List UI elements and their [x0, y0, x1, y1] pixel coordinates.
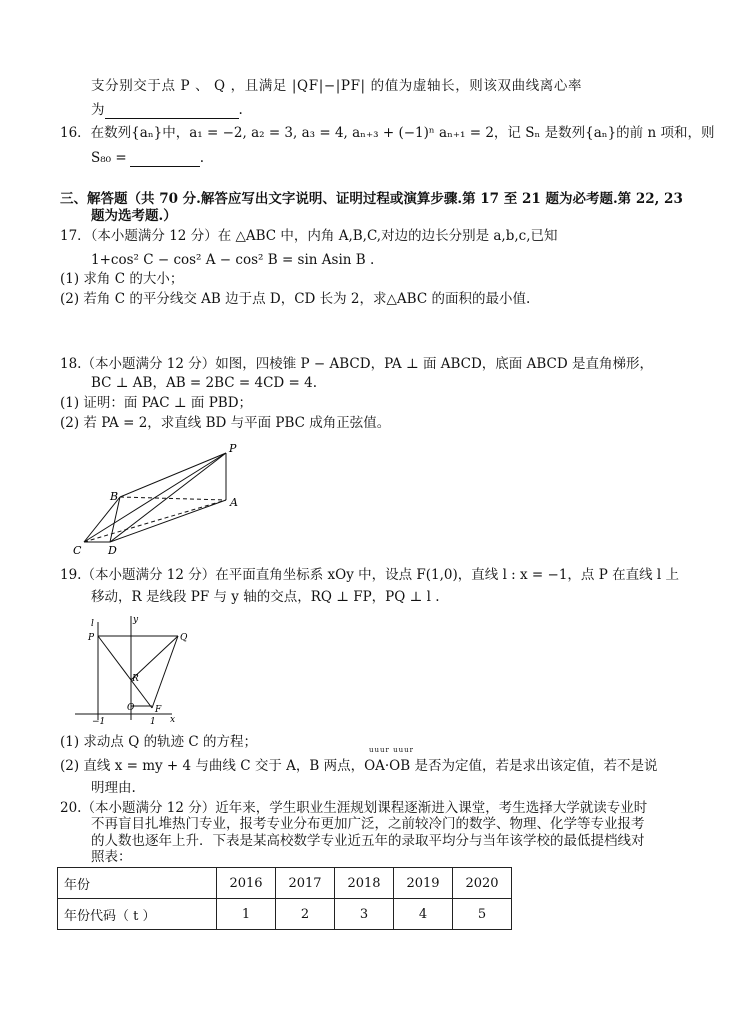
q16-prefix: S₈₀ =	[91, 150, 127, 166]
table-cell: 5	[453, 899, 512, 930]
label-F: F	[155, 705, 162, 715]
segment-FQ	[152, 636, 178, 708]
table-cell: 2020	[453, 868, 512, 899]
q19-line2: 移动，R 是线段 PF 与 y 轴的交点，RQ ⊥ FP，PQ ⊥ l .	[91, 589, 440, 605]
table-cell: 2	[276, 899, 335, 930]
label-P: P	[88, 633, 95, 643]
label-C: C	[73, 544, 82, 557]
table-row	[58, 899, 512, 930]
table-cell: 1	[217, 899, 276, 930]
score-table	[57, 867, 512, 930]
label-D: D	[108, 544, 117, 557]
label-l: l	[91, 619, 94, 629]
q20-line2: 不再盲目扎堆热门专业，报考专业分布更加广泛，之前较冷门的数学、物理、化学等专业报考	[91, 816, 645, 832]
label-B: B	[110, 490, 119, 503]
table-row	[58, 868, 512, 899]
q17-part1: (1) 求角 C 的大小；	[60, 271, 184, 287]
label-Q: Q	[180, 633, 188, 643]
label-x: x	[170, 715, 176, 725]
table-cell: 2016	[217, 868, 276, 899]
q16-suffix: .	[199, 150, 204, 166]
table-cell: 4	[394, 899, 453, 930]
q18-part2: (2) 若 PA = 2，求直线 BD 与平面 PBC 成角正弦值。	[60, 415, 391, 431]
table-cell: 3	[335, 899, 394, 930]
q20-line3: 的人数也逐年上升．下表是某高校数学专业近五年的录取平均分与当年该学校的最低提档线对	[91, 833, 645, 849]
q19-line1: 19.（本小题满分 12 分）在平面直角坐标系 xOy 中，设点 F(1,0)，直线 l : x = −1，点 P 在直线 l 上	[60, 567, 679, 583]
q19-part1: (1) 求动点 Q 的轨迹 C 的方程；	[60, 734, 257, 750]
table-cell: 2017	[276, 868, 335, 899]
q15-prefix: 为	[91, 102, 105, 118]
table-cell: 2019	[394, 868, 453, 899]
segment-PF	[98, 636, 152, 708]
label-one: 1	[150, 717, 156, 727]
label-R: R	[132, 674, 139, 684]
table-cell: 2018	[335, 868, 394, 899]
label-y: y	[133, 615, 139, 625]
q18-part1: (1) 证明：面 PAC ⊥ 面 PBD；	[60, 395, 253, 411]
q20-line4: 照表：	[91, 849, 132, 865]
table-header-year: 年份	[58, 868, 217, 899]
q18-line2: BC ⊥ AB，AB = 2BC = 4CD = 4.	[91, 375, 318, 391]
label-neg1: −1	[92, 717, 106, 727]
q15-suffix: .	[238, 102, 243, 118]
q20-line1: 20.（本小题满分 12 分）近年来，学生职业生涯规划课程逐渐进入课堂，考生选择大学就读专业时	[60, 800, 648, 816]
q15-line1: 支分别交于点 P 、 Q ，且满足 |QF|−|PF| 的值为虚轴长，则该双曲线离心率	[91, 78, 583, 94]
table-header-year-code: 年份代码（ t ）	[58, 899, 217, 930]
section3-heading-line2: 题为选考题.）	[91, 208, 177, 224]
label-O: O	[127, 703, 135, 713]
label-A: A	[230, 496, 238, 509]
q16-line1: 16．在数列{aₙ}中，a₁ = −2, a₂ = 3, a₃ = 4, aₙ₊₃ + (−1)ⁿ aₙ₊₁ = 2，记 Sₙ 是数列{aₙ}的前 n 项和，则	[60, 125, 715, 141]
q17-part2: (2) 若角 C 的平分线交 AB 边于点 D，CD 长为 2，求△ABC 的面积的最小值.	[60, 291, 531, 307]
q19-vector-marks: uuur uuur	[369, 746, 414, 754]
q18-line1: 18.（本小题满分 12 分）如图，四棱锥 P − ABCD，PA ⊥ 面 ABCD，底面 ABCD 是直角梯形，	[60, 356, 653, 372]
q17-line1: 17．（本小题满分 12 分）在 △ABC 中，内角 A,B,C,对边的边长分别是 a,b,c,已知	[60, 228, 558, 244]
section3-heading-line1: 三、解答题（共 70 分.解答应写出文字说明、证明过程或演算步骤.第 17 至 21 题为必考题.第 22, 23	[60, 191, 683, 207]
label-P: P	[229, 442, 237, 455]
q19-part2-line1: (2) 直线 x = my + 4 与曲线 C 交于 A，B 两点，OA·OB 是否为定值，若是求出该定值，若不是说	[60, 758, 658, 774]
q19-part2-line2: 明理由.	[91, 780, 136, 796]
q17-line2: 1+cos² C − cos² A − cos² B = sin Asin B .	[91, 252, 375, 268]
